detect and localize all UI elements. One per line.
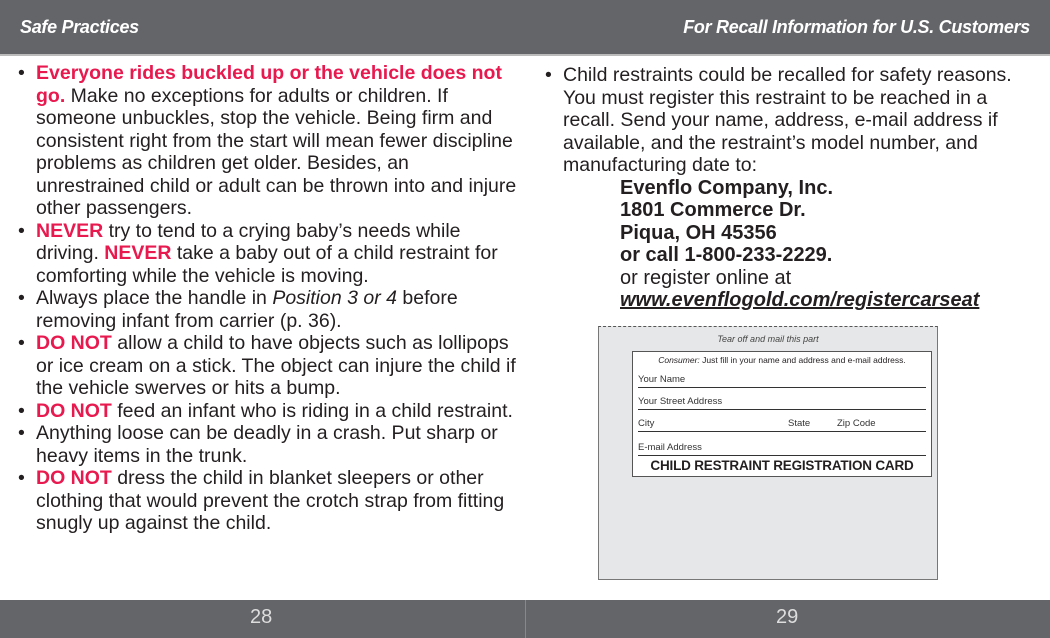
street-field[interactable]: Your Street Address <box>638 396 926 410</box>
warning-text: NEVER <box>104 242 172 264</box>
page-number-left: 28 <box>250 606 273 628</box>
body-text: Anything loose can be deadly in a crash. Put sharp or heavy items in the trunk. <box>36 422 498 467</box>
consumer-text: Just fill in your name and address and e-mail address. <box>699 355 906 365</box>
warning-text: Everyone rides buckled up or the vehicle does not go. <box>36 62 502 107</box>
body-text: allow a child to have objects such as lollipops or ice cream on a stick. The object can injure the child if the vehicle swerves or hits a bump. <box>36 332 516 399</box>
warning-text: DO NOT <box>36 399 112 422</box>
registration-card <box>598 326 938 580</box>
recall-intro: • Child restraints could be recalled for safety reasons. You must register this restraint to be reached in a recall. Send your name, address, e-mail address if available, and the restraint’s model number, and manufacturing date to: <box>545 64 1015 177</box>
body-text: dress the child in blanket sleepers or other clothing that would prevent the crotch strap from fitting snugly up against the child. <box>36 467 505 534</box>
bullet-7 <box>18 467 522 535</box>
company-name: Evenflo Company, Inc. <box>620 176 833 199</box>
left-column <box>18 62 522 535</box>
position-text: Position 3 or 4 <box>272 287 397 309</box>
city-label: City <box>638 418 655 429</box>
zip-label: Zip Code <box>837 418 876 429</box>
warning-text: DO NOT <box>36 332 112 354</box>
bullet-3 <box>18 287 522 332</box>
company-phone: or call 1-800-233-2229. <box>620 244 833 266</box>
company-city: Piqua, OH 45356 <box>620 221 777 244</box>
tear-off-note: Tear off and mail this part <box>717 334 819 344</box>
header-right-title: For Recall Information for U.S. Customers <box>683 17 1030 37</box>
body-text: try to tend to a crying baby’s needs while driving. <box>36 219 461 264</box>
bullet-6 <box>18 422 522 467</box>
header-left-title: Safe Practices <box>20 17 139 37</box>
body-text: before removing infant from carrier (p. 36). <box>36 287 458 332</box>
page-header <box>0 0 1050 56</box>
registration-link[interactable]: www.evenflogold.com/registercarseat <box>620 289 980 311</box>
bullet-5 <box>18 400 522 423</box>
page-number-right: 29 <box>776 606 799 628</box>
bullet-4 <box>18 332 522 400</box>
name-field[interactable]: Your Name <box>638 374 926 388</box>
card-form <box>632 351 932 477</box>
body-text: feed an infant who is riding in a child restraint. <box>111 399 513 422</box>
city-state-zip-field[interactable] <box>638 418 926 432</box>
online-text: or register online at <box>620 266 792 289</box>
body-text: Make no exceptions for adults or children. If someone unbuckles, stop the vehicle. Being firm and consistent right from the start will mean fewer discipline problems as children get older. Besides, an unrestrained child or adult can be thrown into and injure other passengers. <box>36 84 517 219</box>
state-label: State <box>788 418 811 429</box>
bullet-2 <box>18 220 522 288</box>
body-text: Always place the handle in <box>36 287 273 309</box>
consumer-instructions <box>638 355 926 366</box>
consumer-label: Consumer: <box>658 355 700 365</box>
warning-text: NEVER <box>36 219 104 242</box>
card-title: CHILD RESTRAINT REGISTRATION CARD <box>650 458 914 473</box>
company-street: 1801 Commerce Dr. <box>620 199 806 221</box>
bullet-1 <box>18 62 522 220</box>
page-footer <box>0 600 1050 638</box>
page-divider <box>525 600 526 638</box>
right-column <box>545 64 1015 312</box>
email-field[interactable]: E-mail Address <box>638 442 926 456</box>
body-text: take a baby out of a child restraint for comforting while the vehicle is moving. <box>36 242 498 287</box>
warning-text: DO NOT <box>36 467 112 489</box>
